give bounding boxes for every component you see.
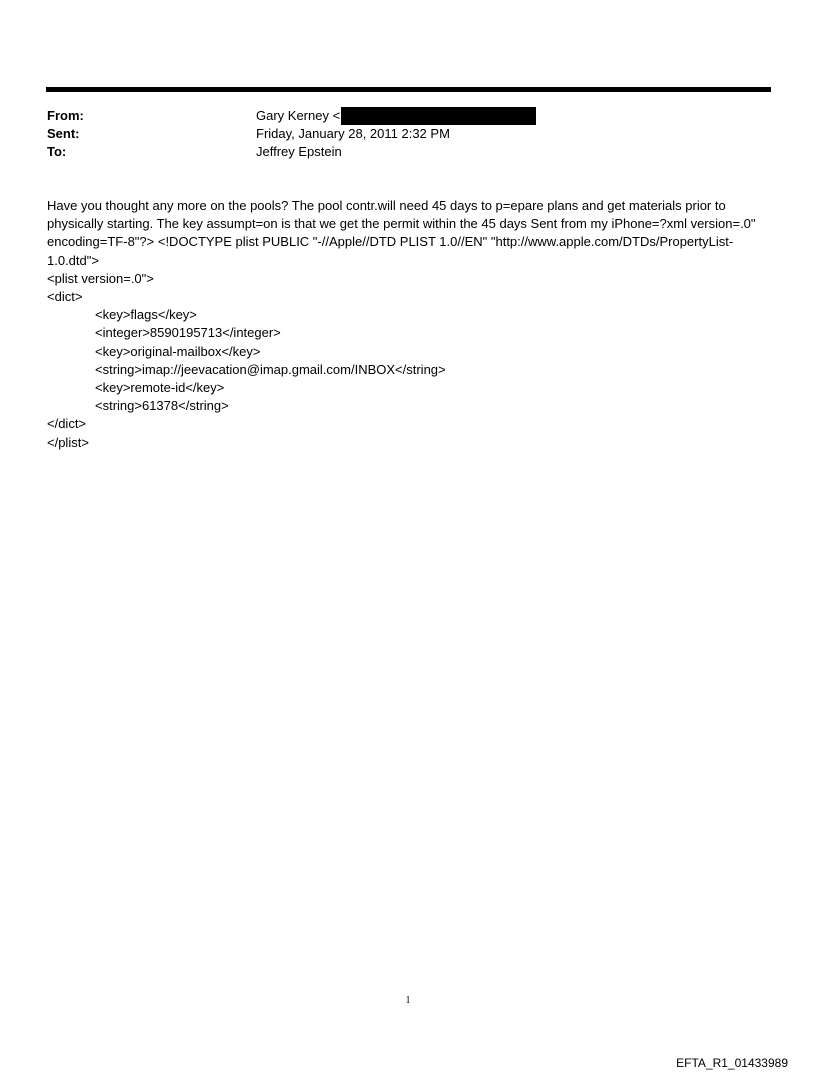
sent-value: Friday, January 28, 2011 2:32 PM	[256, 126, 450, 141]
to-row	[47, 143, 767, 161]
sent-row	[47, 125, 767, 143]
email-header	[47, 107, 767, 161]
plist-open-line: <plist version=.0">	[47, 270, 154, 286]
email-body	[47, 197, 767, 452]
page-number: 1	[405, 995, 411, 1006]
sent-label: Sent:	[47, 126, 80, 141]
dict-close-line: </dict>	[47, 416, 87, 432]
integer-line: <integer>8590195713</integer>	[95, 325, 281, 341]
key-mailbox-line: <key>original-mailbox</key>	[95, 343, 261, 359]
sender-name: Gary Kerney <	[256, 108, 341, 123]
from-row	[47, 107, 767, 125]
dict-open-line: <dict>	[47, 289, 83, 305]
header-divider-rule	[46, 87, 771, 92]
to-label: To:	[47, 144, 67, 159]
to-value: Jeffrey Epstein	[256, 144, 342, 159]
document-id: EFTA_R1_01433989	[676, 1056, 788, 1070]
key-remote-id-line: <key>remote-id</key>	[95, 380, 225, 396]
plist-close-line: </plist>	[47, 434, 89, 450]
key-flags-line: <key>flags</key>	[95, 307, 197, 323]
string-mailbox-line: <string>imap://jeevacation@imap.gmail.com/INBOX</string>	[95, 361, 446, 377]
string-remote-id-line: <string>61378</string>	[95, 398, 229, 414]
from-value	[256, 107, 536, 125]
redaction-block	[341, 107, 536, 125]
body-paragraph: Have you thought any more on the pools? The pool contr.will need 45 days to p=epare plans and get materials prior to physically starting. The key assumpt=on is that we get the permit within the 45 days Sent from my iPhone=?xml version=.0" encoding=TF-8"?> <!DOCTYPE plist PUBLIC "-//Apple//DTD PLIST 1.0//EN" "http://www.apple.com/DTDs/PropertyList-1.0.dtd">	[47, 198, 756, 268]
from-label: From:	[47, 108, 84, 123]
